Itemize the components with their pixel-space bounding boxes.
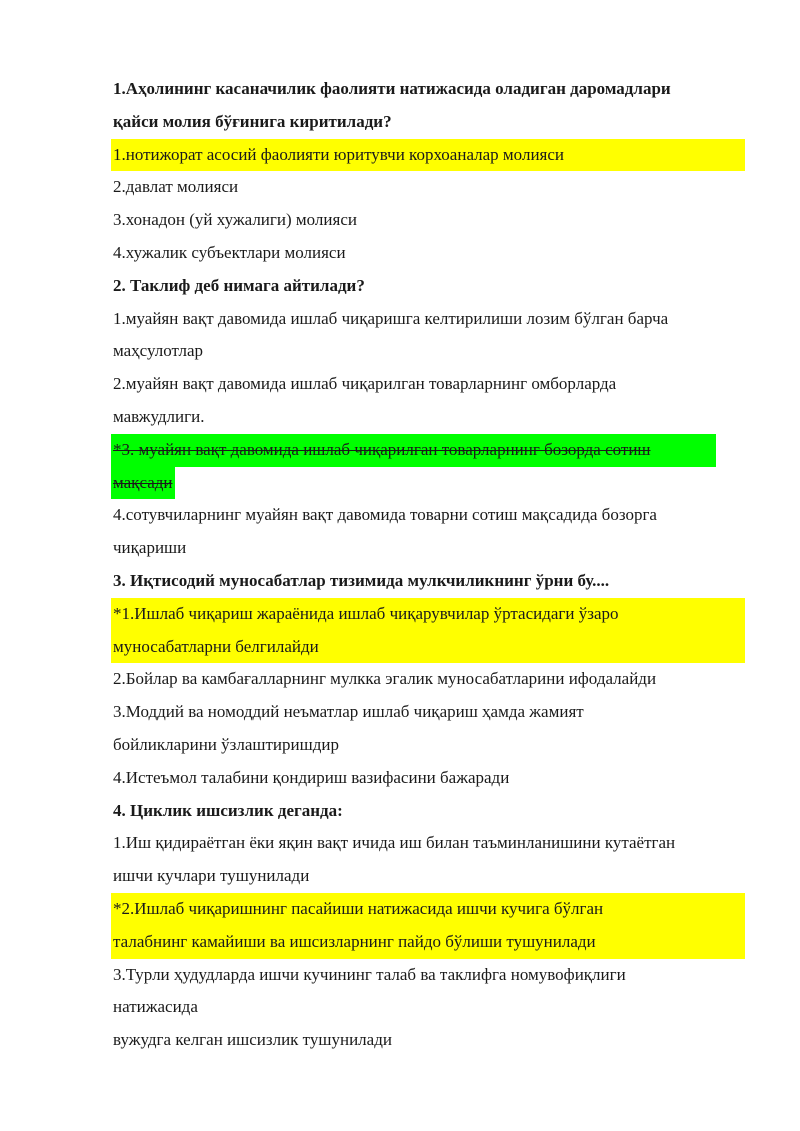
question-2-option-1-line-1: 1.муайян вақт давомида ишлаб чиқаришга келтирилиши лозим бўлган барча xyxy=(113,308,669,328)
question-1-title-line-1: 1.Аҳолининг касаначилик фаолияти натижасида оладиган даромадлари xyxy=(113,79,671,98)
question-3-option-2: 2.Бойлар ва камбағалларнинг мулкка эгалик муносабатларини ифодалайди xyxy=(113,669,657,689)
question-2-option-2-line-1: 2.муайян вақт давомида ишлаб чиқарилган товарларнинг омборларда xyxy=(113,374,617,394)
question-4-option-3-line-3: вужудга келган ишсизлик тушунилади xyxy=(113,1030,392,1050)
question-2-title: 2. Таклиф деб нимага айтилади? xyxy=(113,275,365,295)
question-4-option-1-line-2: ишчи кучлари тушунилади xyxy=(113,866,310,886)
question-2-option-3-line-2-highlighted: мақсади xyxy=(111,467,175,500)
question-3-option-1-line-2-highlighted: муносабатларни белгилайди xyxy=(111,631,745,664)
question-3-option-3-line-2: бойликларини ўзлаштиришдир xyxy=(113,734,339,754)
question-2-option-4-line-2: чиқариши xyxy=(113,538,187,558)
question-3-option-1-line-1-highlighted: *1.Ишлаб чиқариш жараёнида ишлаб чиқарувчилар ўртасидаги ўзаро xyxy=(111,598,745,631)
question-2-option-2-line-2: мавжудлиги. xyxy=(113,406,205,426)
question-4-option-2-line-1-highlighted: *2.Ишлаб чиқаришнинг пасайиши натижасида ишчи кучига бўлган xyxy=(111,893,745,926)
question-2-option-3-line-2-wrapper xyxy=(113,467,753,500)
question-4-option-3-line-1: 3.Турли ҳудудларда ишчи кучининг талаб ва таклифга номувофиқлиги xyxy=(113,964,626,984)
question-4-option-1-line-1: 1.Иш қидираётган ёки яқин вақт ичида иш билан таъминланишини кутаётган xyxy=(113,833,676,853)
document-content xyxy=(113,73,753,1057)
question-3-title: 3. Иқтисодий муносабатлар тизимида мулкчиликнинг ўрни бу.... xyxy=(113,570,610,590)
question-4-title: 4. Циклик ишсизлик деганда: xyxy=(113,800,343,820)
question-1-option-2: 2.давлат молияси xyxy=(113,177,239,197)
question-1-option-1-highlighted: 1.нотижорат асосий фаолияти юритувчи корхоаналар молияси xyxy=(111,139,745,172)
question-4-option-3-line-2: натижасида xyxy=(113,997,198,1017)
question-4-option-2-line-2-highlighted: талабнинг камайиши ва ишсизларнинг пайдо бўлиши тушунилади xyxy=(111,926,745,959)
question-2-option-3-line-1-highlighted: *3. муайян вақт давомида ишлаб чиқарилган товарларнинг бозорда сотиш xyxy=(111,434,716,467)
question-2-option-1-line-2: маҳсулотлар xyxy=(113,341,204,361)
question-1-option-4: 4.хужалик субъектлари молияси xyxy=(113,242,346,262)
question-2-option-4-line-1: 4.сотувчиларнинг муайян вақт давомида товарни сотиш мақсадида бозорга xyxy=(113,505,657,525)
question-1-option-3: 3.хонадон (уй хужалиги) молияси xyxy=(113,210,357,230)
question-3-option-3-line-1: 3.Моддий ва номоддий неъматлар ишлаб чиқариш ҳамда жамият xyxy=(113,702,584,722)
question-1-title-line-2: қайси молия бўғинига киритилади? xyxy=(113,111,392,131)
question-3-option-4: 4.Истеъмол талабини қондириш вазифасини бажаради xyxy=(113,767,510,787)
